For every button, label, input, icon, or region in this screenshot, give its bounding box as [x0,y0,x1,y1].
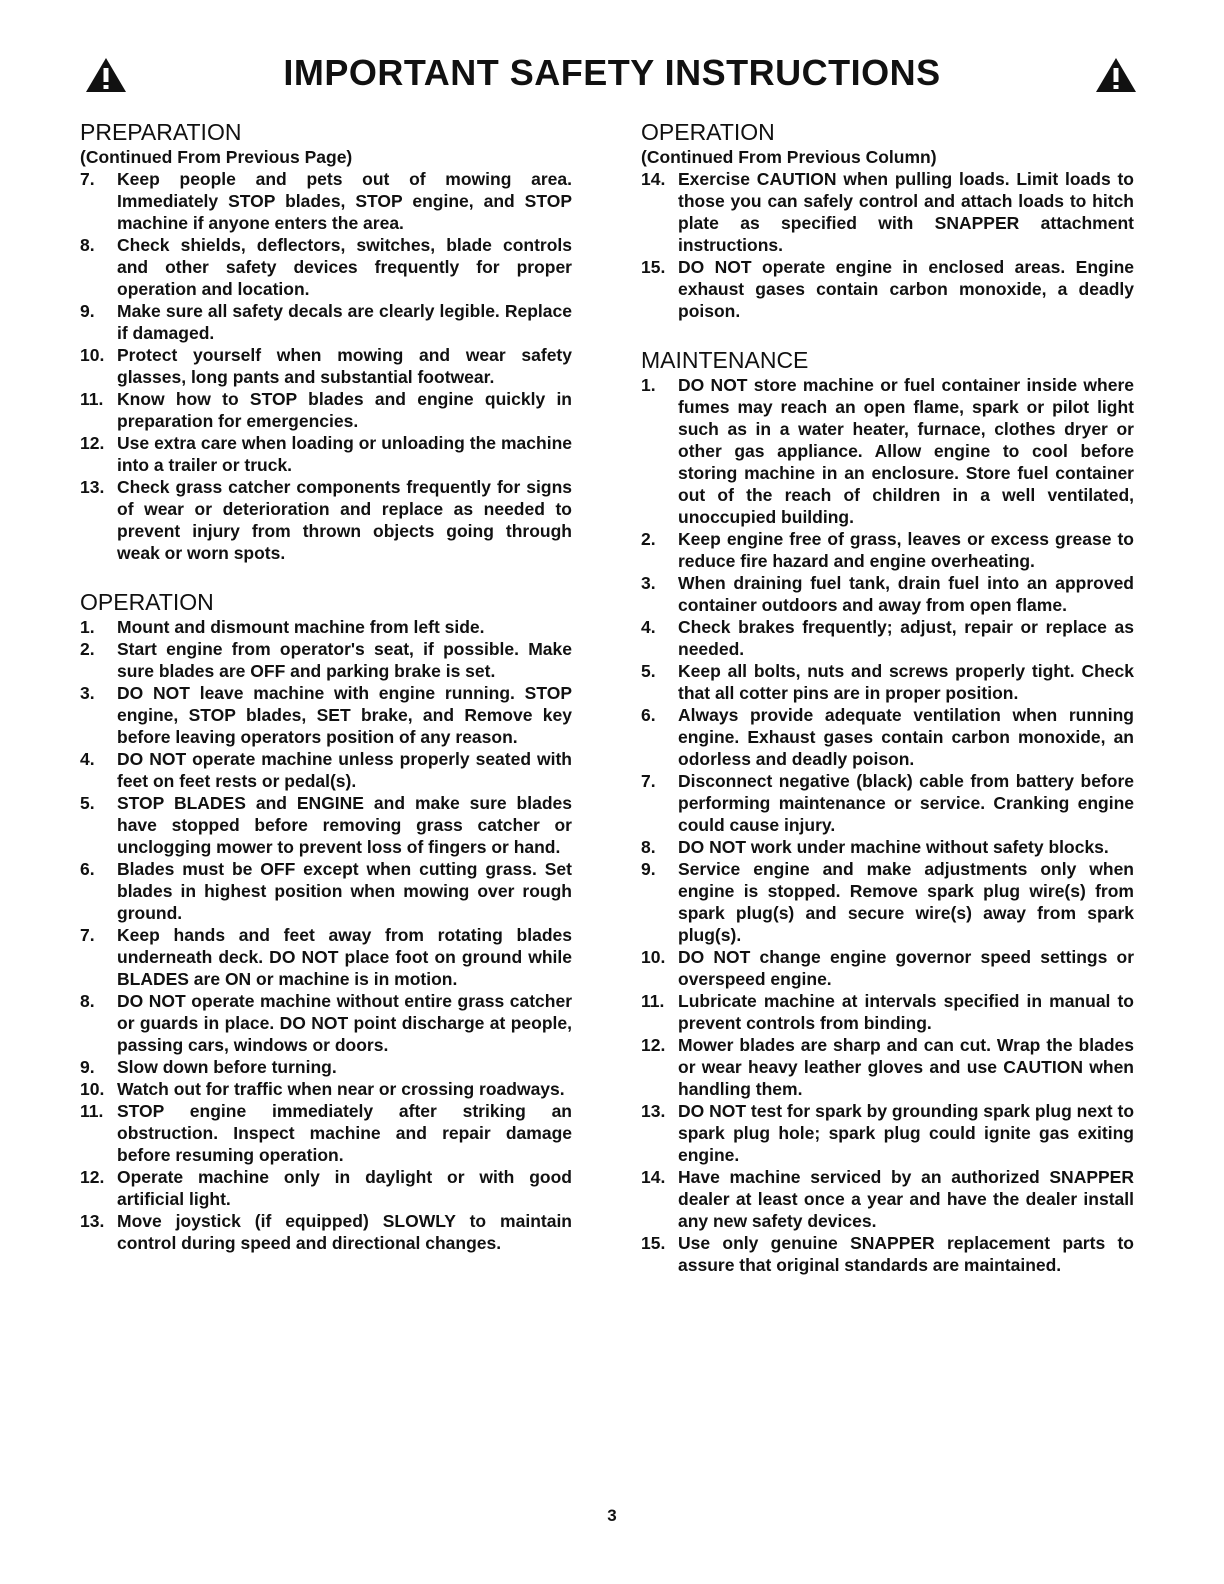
operation-list [80,616,572,1254]
item-number: 7. [80,169,95,189]
list-item [80,682,572,748]
item-number: 14. [641,169,666,189]
item-number: 8. [80,235,95,255]
item-text: Have machine serviced by an authorized SNAPPER dealer at least once a year and have the dealer install any new safety devices. [678,1167,1134,1231]
operation-heading: OPERATION [80,589,214,615]
list-item [80,476,572,564]
item-number: 8. [641,837,656,857]
item-text: Slow down before turning. [117,1057,337,1077]
item-number: 13. [80,477,105,497]
list-item [80,432,572,476]
item-text: Keep people and pets out of mowing area. Immediately STOP blades, STOP engine, and STOP machine if anyone enters the area. [117,169,572,233]
preparation-continued-note: (Continued From Previous Page) [80,147,353,167]
item-text: Start engine from operator's seat, if possible. Make sure blades are OFF and parking brake is set. [117,639,572,681]
list-item [641,770,1134,836]
page-number: 3 [607,1506,617,1525]
item-number: 7. [641,771,656,791]
page-title: IMPORTANT SAFETY INSTRUCTIONS [283,52,941,93]
item-text: DO NOT store machine or fuel container inside where fumes may reach an open flame, spark or pilot light such as in a water heater, furnace, clothes dryer or other gas appliance. Allow engine to cool before storing machine in an enclosure. Store fuel container out of the reach of children in a well ventilated, unoccupied building. [678,375,1134,527]
item-text: STOP engine immediately after striking an obstruction. Inspect machine and repair damage before resuming operation. [117,1101,572,1165]
list-item [80,168,572,234]
list-item [641,946,1134,990]
item-text: Check grass catcher components frequently for signs of wear or deterioration and replace as needed to prevent injury from thrown objects going through weak or worn spots. [117,477,572,563]
operation-continued-note: (Continued From Previous Column) [641,147,937,167]
list-item [641,168,1134,256]
list-item [641,572,1134,616]
list-item [641,528,1134,572]
item-text: Move joystick (if equipped) SLOWLY to maintain control during speed and directional changes. [117,1211,572,1253]
item-text: Blades must be OFF except when cutting grass. Set blades in highest position when mowing over rough ground. [117,859,572,923]
list-item [641,1232,1134,1276]
list-item [641,1034,1134,1100]
list-item [80,1166,572,1210]
item-text: Use extra care when loading or unloading the machine into a trailer or truck. [117,433,572,475]
list-item [80,1078,572,1100]
item-number: 6. [80,859,95,879]
item-number: 1. [80,617,95,637]
item-number: 9. [641,859,656,879]
item-text: Keep all bolts, nuts and screws properly tight. Check that all cotter pins are in proper position. [678,661,1134,703]
item-text: Mower blades are sharp and can cut. Wrap the blades or wear heavy leather gloves and use CAUTION when handling them. [678,1035,1134,1099]
list-item [641,1166,1134,1232]
item-text: Mount and dismount machine from left side. [117,617,485,637]
item-number: 15. [641,1233,666,1253]
item-text: Protect yourself when mowing and wear safety glasses, long pants and substantial footwear. [117,345,572,387]
item-number: 9. [80,301,95,321]
maintenance-heading: MAINTENANCE [641,347,809,373]
item-number: 4. [641,617,656,637]
item-number: 11. [80,1101,104,1121]
operation-continued-heading: OPERATION [641,119,775,145]
list-item [80,616,572,638]
item-number: 9. [80,1057,95,1077]
item-text: DO NOT operate engine in enclosed areas. Engine exhaust gases contain carbon monoxide, a deadly poison. [678,257,1134,321]
list-item [80,234,572,300]
item-number: 10. [80,345,105,365]
item-text: Always provide adequate ventilation when running engine. Exhaust gases contain carbon monoxide, an odorless and deadly poison. [678,705,1134,769]
item-number: 2. [80,639,95,659]
item-number: 3. [80,683,95,703]
item-number: 1. [641,375,656,395]
item-text: DO NOT test for spark by grounding spark plug next to spark plug hole; spark plug could ignite gas exiting engine. [678,1101,1135,1165]
list-item [80,858,572,924]
item-text: Watch out for traffic when near or crossing roadways. [117,1079,565,1099]
item-text: Make sure all safety decals are clearly legible. Replace if damaged. [117,301,572,343]
list-item [641,836,1134,858]
item-number: 6. [641,705,656,725]
item-number: 11. [80,389,104,409]
item-number: 10. [641,947,666,967]
item-text: DO NOT change engine governor speed settings or overspeed engine. [678,947,1134,989]
item-text: DO NOT operate machine unless properly seated with feet on feet rests or pedal(s). [117,749,572,791]
operation-continued-list [641,168,1134,322]
list-item [641,374,1134,528]
list-item [80,344,572,388]
preparation-list [80,168,572,564]
list-item [80,638,572,682]
item-number: 5. [80,793,95,813]
maintenance-list [641,374,1134,1276]
item-number: 15. [641,257,666,277]
item-text: Use only genuine SNAPPER replacement parts to assure that original standards are maintained. [678,1233,1134,1275]
list-item [641,990,1134,1034]
item-number: 12. [80,1167,105,1187]
item-text: Check brakes frequently; adjust, repair or replace as needed. [678,617,1134,659]
item-text: Exercise CAUTION when pulling loads. Limit loads to those you can safely control and attach loads to hitch plate as specified with SNAPPER attachment instructions. [678,169,1134,255]
item-number: 13. [80,1211,105,1231]
list-item [641,660,1134,704]
list-item [80,924,572,990]
list-item [80,748,572,792]
item-number: 13. [641,1101,666,1121]
list-item [80,388,572,432]
right-column [641,118,1134,1276]
left-column [80,118,572,1254]
item-number: 8. [80,991,95,1011]
item-text: DO NOT operate machine without entire grass catcher or guards in place. DO NOT point discharge at people, passing cars, windows or doors. [117,991,572,1055]
item-text: DO NOT leave machine with engine running. STOP engine, STOP blades, SET brake, and Remove key before leaving operators position of any reason. [117,683,572,747]
item-text: DO NOT work under machine without safety blocks. [678,837,1109,857]
item-text: Operate machine only in daylight or with good artificial light. [117,1167,572,1209]
item-text: Service engine and make adjustments only when engine is stopped. Remove spark plug wire(s) from spark plug(s) and secure wire(s) away from spark plug(s). [678,859,1134,945]
list-item [641,616,1134,660]
item-text: STOP BLADES and ENGINE and make sure blades have stopped before removing grass catcher or unclogging mower to prevent loss of fingers or hand. [117,793,572,857]
list-item [641,704,1134,770]
list-item [80,1100,572,1166]
item-number: 12. [641,1035,666,1055]
item-number: 4. [80,749,95,769]
item-text: When draining fuel tank, drain fuel into an approved container outdoors and away from open flame. [678,573,1134,615]
list-item [641,256,1134,322]
item-number: 12. [80,433,105,453]
list-item [641,1100,1134,1166]
item-text: Keep hands and feet away from rotating blades underneath deck. DO NOT place foot on ground while BLADES are ON or machine is in motion. [117,925,572,989]
item-number: 11. [641,991,665,1011]
list-item [641,858,1134,946]
preparation-heading: PREPARATION [80,119,242,145]
warning-triangle-icon [1094,56,1138,94]
item-number: 2. [641,529,656,549]
list-item [80,792,572,858]
list-item [80,300,572,344]
list-item [80,1056,572,1078]
item-number: 5. [641,661,656,681]
item-number: 14. [641,1167,666,1187]
item-number: 7. [80,925,95,945]
list-item [80,990,572,1056]
item-text: Keep engine free of grass, leaves or excess grease to reduce fire hazard and engine overheating. [678,529,1134,571]
item-text: Lubricate machine at intervals specified in manual to prevent controls from binding. [678,991,1134,1033]
item-text: Check shields, deflectors, switches, blade controls and other safety devices frequently for proper operation and location. [117,235,572,299]
item-number: 10. [80,1079,105,1099]
item-text: Disconnect negative (black) cable from battery before performing maintenance or service. Cranking engine could cause injury. [678,771,1134,835]
item-text: Know how to STOP blades and engine quickly in preparation for emergencies. [117,389,572,431]
list-item [80,1210,572,1254]
item-number: 3. [641,573,656,593]
